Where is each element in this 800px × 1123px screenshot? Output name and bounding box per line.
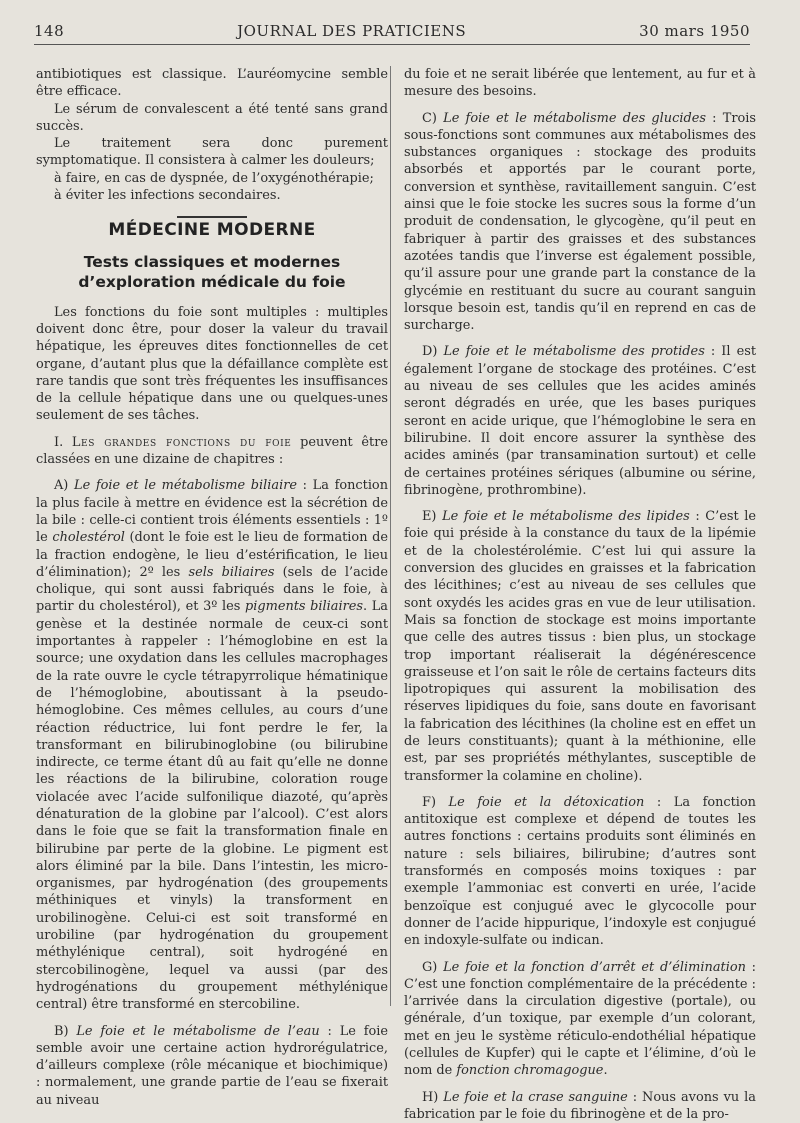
- term: sels biliaires: [188, 564, 275, 580]
- subsection-label: F): [422, 794, 436, 810]
- subsection-e: [404, 508, 756, 785]
- subsection-label: E): [422, 509, 437, 525]
- subsection-title: Le foie et la crase sanguine: [443, 1089, 628, 1105]
- subsection-b: [36, 1023, 388, 1109]
- body-text: . La genèse et la destinée normale de ceux-ci sont importantes à rappeler : l’hémoglobine en est la source; une oxydation dans les cellules macrophages de la rate ouvre le cycle tétrapyrrolique hématinique de l’hémoglobine, aboutissant à la pseudo-hémoglobine. Ces mêmes cellules, au cours d’une réaction réductrice, lui font perdre le fer, la transformant en bilirubinoglobine (ou bilirubine indirecte, ce terme étant dû au fait qu’elle ne donne les réactions de la bilirubine, coloration rouge violacée avec l’acide sulfonilique diazoté, qu’après dénaturation de la globine par l’alcool). C’est alors dans le foie que se fait la transformation finale en bilirubine par perte de la globine. Le pigment est alors éliminé par la bile. Dans l’intestin, les micro-organismes, par hydrogénation (des groupements méthiniques et vinyls) la transforment en urobilinogène. Celui-ci est soit transformé en urobiline (par hydrogénation du groupement méthylénique central), soit hydrogéné en stercobilinogène, lequel va aussi (par des hydrogénations du groupement méthylénique central) être transformé en stercobiline.: [36, 599, 388, 1013]
- part-heading: [36, 434, 388, 469]
- subsection-title: Le foie et le métabolisme biliaire: [74, 478, 298, 494]
- section-title: MÉDECINE MODERNE: [108, 220, 316, 241]
- body-text: : Trois sous-fonctions sont communes aux métabolismes des substances organiques : stockage des produits absorbés et apportés par le courant porte, conversion et synthèse, ravitaillement sanguin. C’est ainsi que le foie stocke les sucres sous la forme d’un produit de condensation, le glycogène, qu’il peut en fabriquer à partir des graisses et des substances azotées tandis que l’inverse est également possible, qu’il assure pour une grande part la constance de la glycémie en restituant du sucre au courant sanguin lorsque besoin est, tandis qu’il en reprend en cas de surcharge.: [404, 110, 756, 334]
- body-text: : C’est le foie qui préside à la constance du taux de la lipémie et de la cholestérolémie. C’est lui qui assure la conversion des glucides en graisses et la fabrication des lécithines; c’est au niveau de ses cellules que sont oxydés les acides gras en vue de leur utilisation. Mais sa fonction de stockage est moins importante que celle des autres tissus : bien plus, un stockage trop important réaliserait la dégénérescence graisseuse et l’on sait le rôle de certains facteurs dits lipotropiques qui assurent la mobilisation des réserves lipidiques du foie, sans doute en favorisant la fabrication des lécithines (la choline est en effet un de leurs constituants); quant à la méthionine, elle est, par ses propriétés méthylantes, susceptible de transformer la colamine en choline).: [404, 509, 757, 784]
- body-text: : C’est une fonction complémentaire de la précédente : l’arrivée dans la circulation digestive (portale), ou générale, d’un toxique, par exemple d’un colorant, met en jeu le système réticulo-endothélial hépatique (cellules de Kupfer) qui le capte et l’élimine, d’où le nom de: [404, 959, 756, 1079]
- article-title-line: Tests classiques et modernes: [83, 252, 341, 271]
- paragraph: antibiotiques est classique. L’auréomycine semble être efficace.: [36, 67, 388, 100]
- left-column: [36, 66, 388, 1109]
- body-text: (dont le foie est le lieu de formation de la fraction endogène, le lieu d’estérification, le lieu d’élimination); 2º les: [36, 530, 388, 580]
- header-rule: [34, 44, 750, 45]
- body-text: : Nous avons vu la fabrication par le foie du fibrinogène et de la pro-: [404, 1089, 756, 1122]
- subsection-g: [404, 959, 756, 1080]
- body-text: : La fonction la plus facile à mettre en évidence est la sécrétion de la bile : celle-ci contient trois éléments essentiels : 1º le: [36, 478, 388, 546]
- subsection-label: B): [54, 1023, 69, 1039]
- paragraph: à faire, en cas de dyspnée, de l’oxygénothérapie;: [54, 170, 374, 186]
- page-number: 148: [34, 22, 65, 40]
- paragraph: Le traitement sera donc purement symptomatique. Il consistera à calmer les douleurs;: [36, 136, 388, 169]
- paragraph: à éviter les infections secondaires.: [54, 188, 281, 204]
- subsection-label: C): [422, 110, 437, 126]
- term: pigments biliaires: [244, 599, 364, 615]
- subsection-a: [36, 477, 388, 1013]
- subsection-title: Le foie et le métabolisme de l’eau: [76, 1023, 320, 1039]
- paragraph: Le sérum de convalescent a été tenté sans grand succès.: [36, 101, 388, 134]
- subsection-h: [404, 1089, 756, 1123]
- running-header: [34, 22, 750, 44]
- paragraph: du foie et ne serait libérée que lentement, au fur et à mesure des besoins.: [404, 67, 756, 100]
- right-column: [404, 66, 756, 1123]
- subsection-label: G): [422, 959, 438, 975]
- body-text: : Le foie semble avoir une certaine action hydrorégulatrice, d’ailleurs complexe (rôle mécanique et biochimique) : normalement, une grande partie de l’eau se fixerait au niveau: [36, 1023, 389, 1108]
- journal-title: JOURNAL DES PRATICIENS: [237, 22, 467, 40]
- issue-date: 30 mars 1950: [639, 22, 750, 40]
- subsection-label: H): [422, 1089, 439, 1105]
- subsection-label: A): [54, 478, 69, 494]
- body-text: (sels de l’acide cholique, qui sont aussi fabriqués dans le foie, à partir du cholestérol), et 3º les: [36, 564, 388, 615]
- intro-paragraph: Les fonctions du foie sont multiples : multiples doivent donc être, pour doser la valeur du travail hépatique, les épreuves dites fonctionnelles de cet organe, d’autant plus que la défaillance complète est rare tandis que sont très fréquentes les insuffisances de la cellule hépatique dans une ou quelques-unes seulement de ses tâches.: [36, 304, 388, 424]
- subsection-d: [404, 343, 756, 499]
- subsection-title: Le foie et la détoxication: [448, 794, 645, 810]
- subsection-f: [404, 794, 756, 950]
- subsection-title: Le foie et le métabolisme des protides: [443, 344, 705, 360]
- body-text: .: [603, 1063, 608, 1079]
- body-text: : Il est également l’organe de stockage des protéines. C’est au niveau de ses cellules que les acides aminés seront dégradés en urée, que les bases puriques seront en acide urique, que l’hémoglobine le sera en bilirubine. Il doit encore assurer la synthèse des acides aminés (par transamination surtout) et celle de certaines protéines sériques (albumine ou sérine, fibrinogène, prothrombine).: [404, 344, 756, 498]
- subsection-title: Le foie et le métabolisme des lipides: [442, 509, 690, 525]
- column-divider: [390, 66, 391, 1006]
- body-text: : La fonction antitoxique est complexe et dépend de toutes les autres fonctions : certains produits sont éliminés en nature : sels biliaires, bilirubine; d’autres sont transformés en composés moins toxiques : par exemple l’ammoniac est converti en urée, l’acide benzoïque est conjugué avec le glycocolle pour donner de l’acide hippurique, l’indoxyle est conjugué en indoxyle-sulfate ou indican.: [404, 794, 756, 949]
- part-title: Les grandes fonctions du foie: [71, 434, 292, 450]
- subsection-title: Le foie et la fonction d’arrêt et d’élimination: [443, 959, 746, 975]
- subsection-c: [404, 110, 756, 335]
- subsection-label: D): [422, 344, 438, 360]
- article-title: [36, 252, 388, 292]
- term: cholestérol: [52, 530, 125, 546]
- article-title-line: d’exploration médicale du foie: [78, 272, 346, 291]
- section-rule: [177, 216, 247, 218]
- part-heading-rest: peuvent être classées en une dizaine de chapitres :: [36, 434, 388, 468]
- subsection-title: Le foie et le métabolisme des glucides: [443, 110, 706, 126]
- part-number: I.: [54, 434, 64, 450]
- term: fonction chromagogue: [456, 1063, 604, 1079]
